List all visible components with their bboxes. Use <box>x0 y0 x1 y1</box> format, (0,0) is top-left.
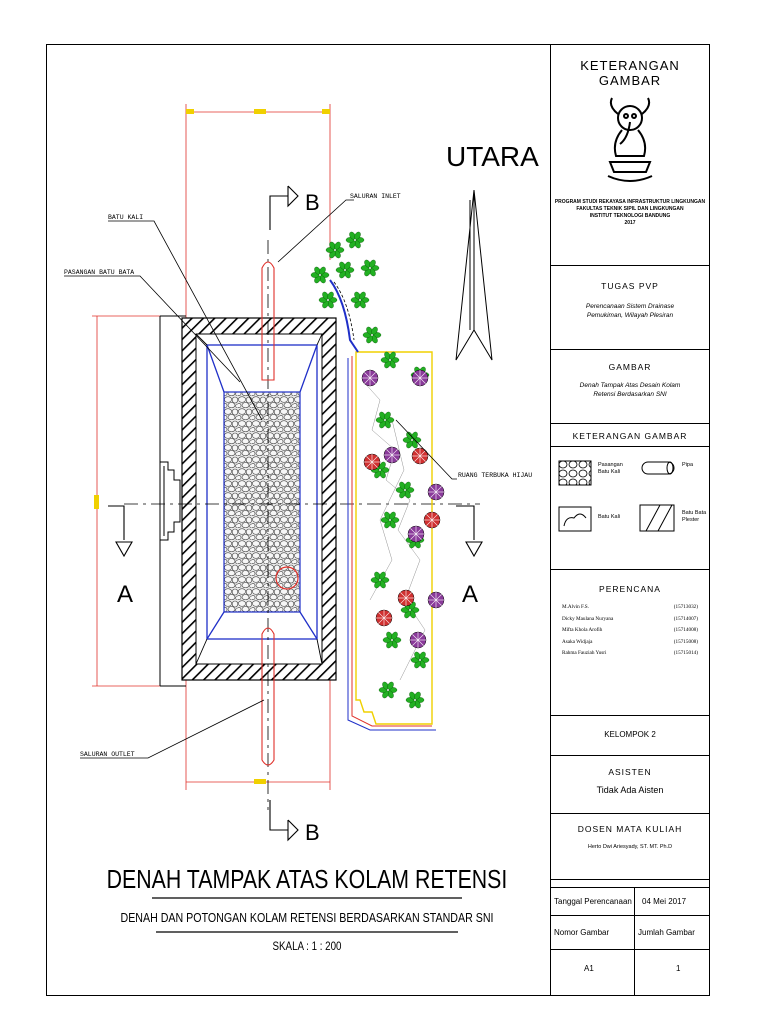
label-batu-kali: BATU KALI <box>108 214 144 221</box>
north-arrow <box>456 190 492 360</box>
tb-dosen-label: DOSEN MATA KULIAH <box>577 824 683 834</box>
tb-perencana-cell <box>550 570 710 716</box>
tb-nomor-value: A1 <box>584 964 594 973</box>
legend-batu-kali-icon <box>558 506 592 532</box>
tb-tanggal-cell <box>550 888 710 916</box>
perencana-nim: (15714008) <box>673 627 698 633</box>
perencana-nim: (15715008) <box>673 638 698 645</box>
legend-pasangan-batu-kali-icon <box>558 460 592 486</box>
tb-tugas-value: Perencanaan Sistem Drainase Pemukiman, Wilayah Plesiran <box>585 303 675 319</box>
scale-label: SKALA : 1 : 200 <box>272 940 342 954</box>
tb-header: KETERANGAN GAMBAR <box>580 58 680 88</box>
section-marker-a-right <box>456 506 482 556</box>
tb-dosen-cell <box>550 814 710 880</box>
legend-batu-kali-label: Batu Kali <box>598 514 621 520</box>
perencana-name: M.Alvin F.S. <box>562 604 589 610</box>
label-ruang-terbuka-hijau: RUANG TERBUKA HIJAU <box>458 472 533 479</box>
tb-asisten-value: Tidak Ada Aisten <box>596 785 664 795</box>
tb-nomor-value-cell <box>550 950 710 996</box>
legend-pipa-label: Pipa <box>682 462 694 468</box>
perencana-nim: (15714007) <box>673 615 698 622</box>
tb-nomor-cell <box>550 916 710 950</box>
main-title: DENAH TAMPAK ATAS KOLAM RETENSI <box>106 865 508 895</box>
perencana-name: Mifta Khola Arofih <box>562 627 603 633</box>
tb-legend-label: KETERANGAN GAMBAR <box>572 431 688 441</box>
label-saluran-outlet: SALURAN OUTLET <box>80 751 135 758</box>
section-marker-b-bottom <box>270 800 298 840</box>
perencana-nim: (15713032) <box>673 604 698 610</box>
sub-title: DENAH DAN POTONGAN KOLAM RETENSI BERDASARKAN STANDAR SNI <box>120 909 494 926</box>
tb-nomor-label: Nomor Gambar <box>554 928 610 937</box>
tb-gambar-label: GAMBAR <box>608 362 652 372</box>
itb-ganesha-logo-icon <box>600 92 660 192</box>
tb-kelompok-cell <box>550 716 710 756</box>
tb-jumlah-value: 1 <box>676 964 681 973</box>
perencana-row <box>550 637 710 649</box>
tb-jumlah-label: Jumlah Gambar <box>638 928 695 937</box>
section-a-right-label: A <box>462 581 479 608</box>
legend-pipa-icon <box>638 460 678 476</box>
perencana-list <box>550 602 710 660</box>
tb-tugas-label: TUGAS PVP <box>601 281 659 291</box>
perencana-nim: (15715014) <box>673 650 698 656</box>
tb-institution: PROGRAM STUDI REKAYASA INFRASTRUKTUR LINGKUNGAN FAKULTAS TEKNIK SIPIL DAN LINGKUNGAN INSTITUT TEKNOLOGI BANDUNG 2017 <box>554 199 706 226</box>
tb-gambar-value: Denah Tampak Atas Desain Kolam Retensi Berdasarkan SNI <box>579 382 681 398</box>
tb-tanggal-label: Tanggal Perencanaan <box>554 897 632 906</box>
tb-dosen-value: Herto Dwi Ariesyady, ST. MT. Ph.D <box>587 844 673 850</box>
section-marker-a-left <box>108 506 132 556</box>
title-block <box>550 44 710 996</box>
perencana-row <box>550 614 710 626</box>
legend-pasangan-batu-kali-label: Pasangan Batu Kali <box>598 462 623 475</box>
perencana-name: Rahma Fauziah Yusri <box>562 650 607 656</box>
perencana-row <box>550 625 710 637</box>
tb-perencana-label: PERENCANA <box>599 584 661 594</box>
tb-kelompok: KELOMPOK 2 <box>604 730 656 739</box>
tb-tanggal-value: 04 Mei 2017 <box>642 897 687 906</box>
perencana-row <box>550 648 710 660</box>
section-b-top-label: B <box>305 190 320 215</box>
section-a-left-label: A <box>117 581 134 608</box>
label-saluran-inlet: SALURAN INLET <box>350 193 401 200</box>
legend-batu-bata-plester-label: Batu Bata Plester <box>682 510 707 523</box>
tb-tugas-cell <box>550 266 710 350</box>
retention-pond <box>182 318 336 680</box>
tb-gambar-cell <box>550 350 710 424</box>
perencana-name: Asaka Widjaja <box>562 638 593 645</box>
legend-batu-bata-plester-icon <box>638 504 678 532</box>
perencana-name: Dicky Maulana Nuryana <box>562 615 614 622</box>
tb-header-cell <box>550 44 710 266</box>
tb-legend-cell <box>550 424 710 570</box>
tb-spacer <box>550 880 710 888</box>
section-marker-b-top <box>270 186 298 230</box>
tb-asisten-label: ASISTEN <box>608 767 652 777</box>
north-label: UTARA <box>446 141 539 172</box>
perencana-row <box>550 602 710 614</box>
tb-asisten-cell <box>550 756 710 814</box>
label-pasangan-batu-bata: PASANGAN BATU BATA <box>64 269 135 276</box>
section-b-bottom-label: B <box>305 820 320 845</box>
